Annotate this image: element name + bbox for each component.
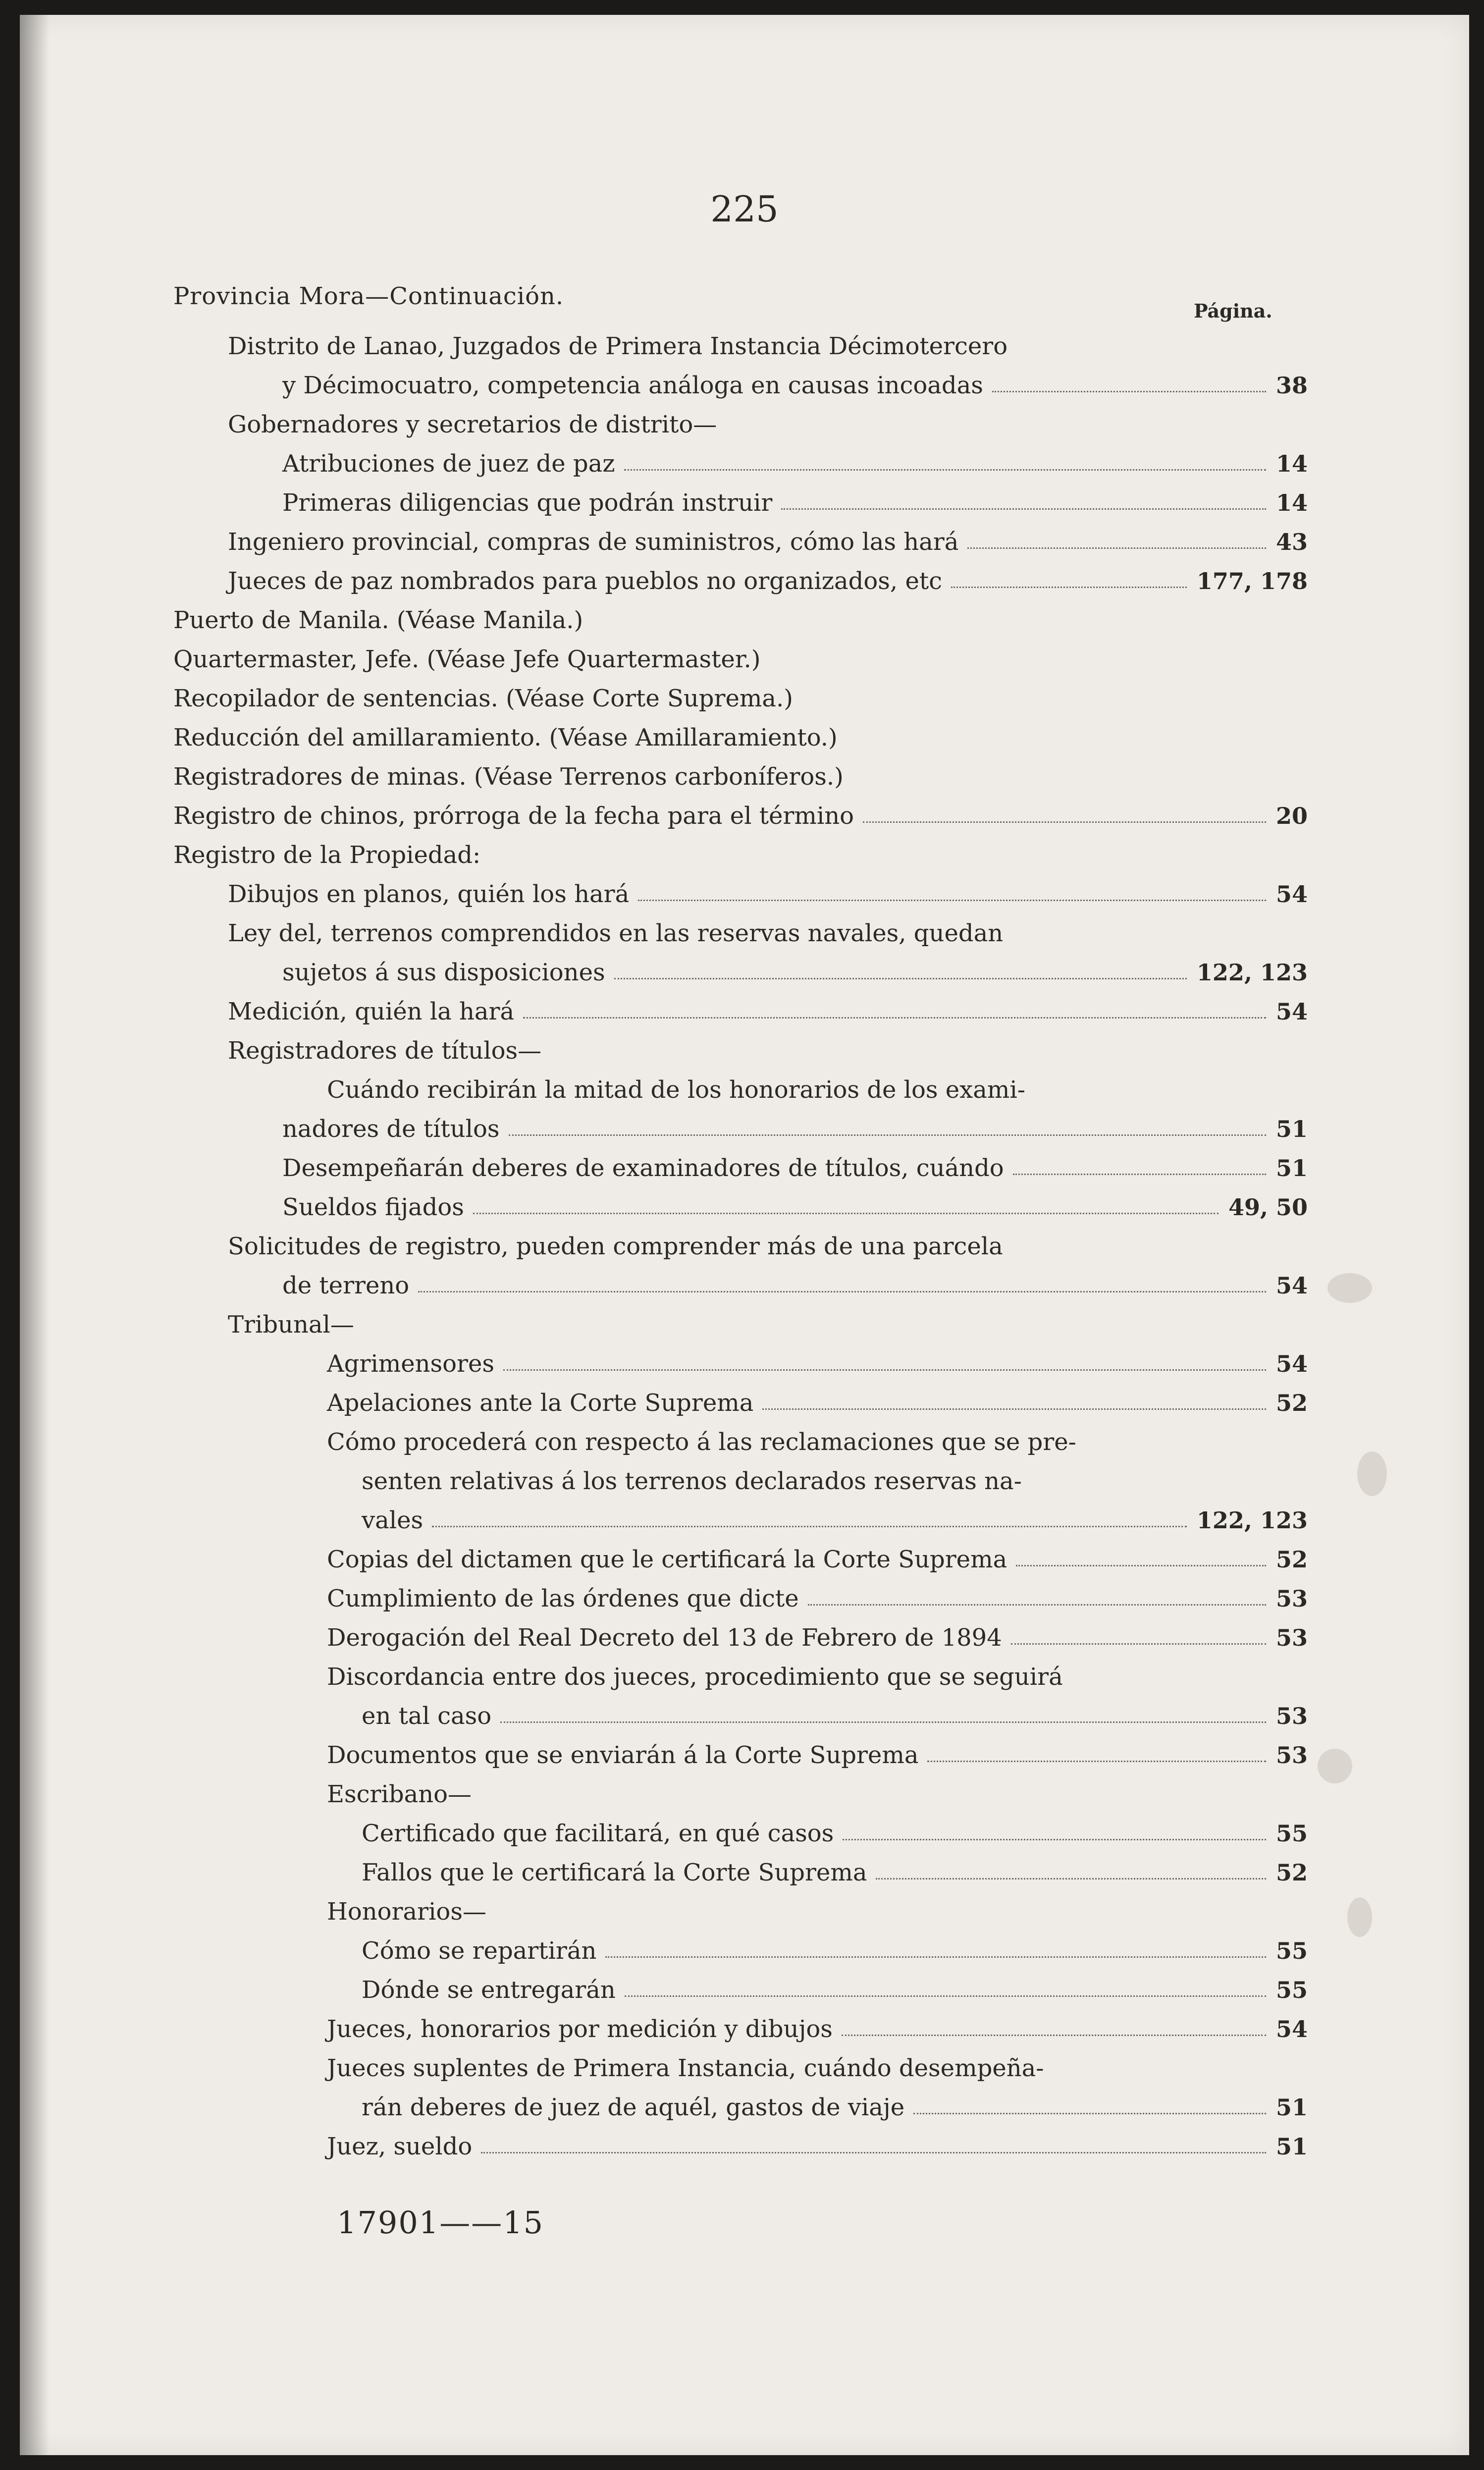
entry-text: Dónde se entregarán bbox=[362, 1976, 616, 2004]
index-entry bbox=[20, 1814, 1469, 1853]
index-entry bbox=[20, 1697, 1469, 1736]
index-entry bbox=[20, 366, 1469, 405]
entry-page-ref: 177, 178 bbox=[1196, 568, 1308, 594]
entry-page-ref: 43 bbox=[1275, 529, 1308, 555]
entry-page-ref: 51 bbox=[1275, 1155, 1308, 1181]
dot-leader bbox=[418, 1291, 1266, 1292]
index-entry bbox=[20, 1031, 1469, 1071]
entry-page-ref: 54 bbox=[1275, 1272, 1308, 1299]
entry-text: Copias del dictamen que le certificará la Corte Suprema bbox=[327, 1546, 1007, 1573]
document-page bbox=[20, 15, 1469, 2455]
index-entry bbox=[20, 2127, 1469, 2166]
index-entry bbox=[20, 679, 1469, 718]
entry-page-ref: 38 bbox=[1275, 372, 1308, 399]
dot-leader bbox=[624, 469, 1266, 471]
entry-text: Tribunal— bbox=[228, 1311, 354, 1339]
entry-text: Quartermaster, Jefe. (Véase Jefe Quartermaster.) bbox=[173, 645, 761, 673]
dot-leader bbox=[638, 900, 1266, 901]
index-entry bbox=[20, 483, 1469, 523]
entry-text: de terreno bbox=[282, 1272, 410, 1299]
entry-text: Certificado que facilitará, en qué casos bbox=[362, 1820, 834, 1847]
entry-text: Recopilador de sentencias. (Véase Corte Suprema.) bbox=[173, 685, 793, 712]
entry-text: Discordancia entre dos jueces, procedimiento que se seguirá bbox=[327, 1663, 1063, 1691]
entry-page-ref: 51 bbox=[1275, 2094, 1308, 2121]
index-entry bbox=[20, 1579, 1469, 1618]
index-entry bbox=[20, 1305, 1469, 1344]
index-entry bbox=[20, 1971, 1469, 2010]
entry-text: Escribano— bbox=[327, 1780, 472, 1808]
dot-leader bbox=[876, 1878, 1266, 1879]
entry-text: Registradores de minas. (Véase Terrenos carboníferos.) bbox=[173, 763, 844, 791]
entry-text: senten relativas á los terrenos declarados reservas na- bbox=[362, 1467, 1022, 1495]
dot-leader bbox=[473, 1213, 1219, 1214]
index-entry bbox=[20, 1540, 1469, 1579]
entry-page-ref: 55 bbox=[1275, 1937, 1308, 1964]
entry-text: Honorarios— bbox=[327, 1898, 486, 1926]
entry-text: en tal caso bbox=[362, 1702, 492, 1730]
entry-page-ref: 55 bbox=[1275, 1820, 1308, 1847]
entry-page-ref: 51 bbox=[1275, 1116, 1308, 1142]
printer-signature-footer: 17901——15 bbox=[337, 2204, 544, 2241]
entry-page-ref: 14 bbox=[1275, 489, 1308, 516]
paper-stain bbox=[1357, 1451, 1387, 1496]
index-entry bbox=[20, 836, 1469, 875]
paper-stain bbox=[1327, 1273, 1372, 1303]
index-entry bbox=[20, 327, 1469, 366]
entry-text: Jueces, honorarios por medición y dibujos bbox=[327, 2015, 833, 2043]
entry-text: Jueces de paz nombrados para pueblos no organizados, etc bbox=[228, 567, 943, 595]
entry-text: Distrito de Lanao, Juzgados de Primera Instancia Décimotercero bbox=[228, 332, 1008, 360]
dot-leader bbox=[992, 391, 1266, 392]
dot-leader bbox=[625, 1995, 1266, 1997]
dot-leader bbox=[481, 2152, 1266, 2153]
index-entry bbox=[20, 718, 1469, 757]
index-entry bbox=[20, 2049, 1469, 2088]
entry-text: Solicitudes de registro, pueden comprender más de una parcela bbox=[228, 1233, 1003, 1260]
entry-text: Agrimensores bbox=[327, 1350, 495, 1378]
entry-page-ref: 53 bbox=[1275, 1703, 1308, 1729]
dot-leader bbox=[808, 1604, 1266, 1606]
index-entry bbox=[20, 1110, 1469, 1149]
entry-text: Primeras diligencias que podrán instruir bbox=[282, 489, 773, 517]
entry-text: vales bbox=[362, 1506, 424, 1534]
dot-leader bbox=[967, 547, 1266, 549]
dot-leader bbox=[781, 508, 1266, 510]
index-entry bbox=[20, 1266, 1469, 1305]
index-entry bbox=[20, 405, 1469, 444]
dot-leader bbox=[927, 1761, 1266, 1762]
dot-leader bbox=[842, 2035, 1266, 2036]
entry-text: Fallos que le certificará la Corte Suprema bbox=[362, 1859, 867, 1886]
paper-stain bbox=[1347, 1897, 1372, 1937]
dot-leader bbox=[863, 821, 1266, 823]
dot-leader bbox=[509, 1134, 1266, 1136]
entry-text: nadores de títulos bbox=[282, 1115, 500, 1143]
index-entries bbox=[20, 327, 1469, 2166]
entry-text: Sueldos fijados bbox=[282, 1193, 464, 1221]
index-entry bbox=[20, 1618, 1469, 1658]
entry-page-ref: 49, 50 bbox=[1228, 1194, 1308, 1221]
entry-text: Registradores de títulos— bbox=[228, 1037, 542, 1065]
index-entry bbox=[20, 1932, 1469, 1971]
entry-page-ref: 54 bbox=[1275, 1350, 1308, 1377]
entry-page-ref: 54 bbox=[1275, 2016, 1308, 2042]
entry-text: Registro de chinos, prórroga de la fecha para el término bbox=[173, 802, 854, 830]
index-entry bbox=[20, 953, 1469, 992]
entry-text: Dibujos en planos, quién los hará bbox=[228, 880, 630, 908]
page-number: 225 bbox=[710, 188, 779, 230]
entry-page-ref: 52 bbox=[1275, 1859, 1308, 1886]
index-entry bbox=[20, 601, 1469, 640]
index-entry bbox=[20, 562, 1469, 601]
dot-leader bbox=[1013, 1174, 1266, 1175]
entry-text: Ingeniero provincial, compras de suministros, cómo las hará bbox=[228, 528, 959, 556]
dot-leader bbox=[605, 1956, 1266, 1958]
entry-page-ref: 54 bbox=[1275, 998, 1308, 1025]
entry-text: Registro de la Propiedad: bbox=[173, 841, 481, 869]
index-entry bbox=[20, 875, 1469, 914]
entry-page-ref: 55 bbox=[1275, 1977, 1308, 2003]
dot-leader bbox=[843, 1839, 1266, 1840]
entry-text: Ley del, terrenos comprendidos en las reservas navales, quedan bbox=[228, 919, 1004, 947]
dot-leader bbox=[503, 1369, 1266, 1371]
entry-text: Jueces suplentes de Primera Instancia, cuándo desempeña- bbox=[327, 2054, 1044, 2082]
index-entry bbox=[20, 914, 1469, 953]
index-entry bbox=[20, 640, 1469, 679]
index-entry bbox=[20, 992, 1469, 1031]
index-entry bbox=[20, 1344, 1469, 1384]
entry-text: Cuándo recibirán la mitad de los honorarios de los exami- bbox=[327, 1076, 1025, 1104]
entry-text: y Décimocuatro, competencia análoga en causas incoadas bbox=[282, 372, 983, 399]
index-entry bbox=[20, 1188, 1469, 1227]
page-column-header: Página. bbox=[1194, 300, 1272, 322]
entry-text: Desempeñarán deberes de examinadores de títulos, cuándo bbox=[282, 1154, 1004, 1182]
index-entry bbox=[20, 1462, 1469, 1501]
entry-text: Reducción del amillaramiento. (Véase Amillaramiento.) bbox=[173, 724, 838, 752]
index-entry bbox=[20, 1892, 1469, 1932]
entry-page-ref: 52 bbox=[1275, 1390, 1308, 1416]
index-entry bbox=[20, 1736, 1469, 1775]
entry-page-ref: 53 bbox=[1275, 1742, 1308, 1769]
dot-leader bbox=[951, 587, 1187, 588]
dot-leader bbox=[913, 2113, 1266, 2114]
paper-stain bbox=[1318, 1749, 1352, 1783]
entry-text: sujetos á sus disposiciones bbox=[282, 959, 605, 986]
index-entry bbox=[20, 523, 1469, 562]
entry-page-ref: 122, 123 bbox=[1196, 959, 1308, 986]
entry-page-ref: 53 bbox=[1275, 1624, 1308, 1651]
entry-page-ref: 53 bbox=[1275, 1585, 1308, 1612]
section-title: Provincia Mora—Continuación. bbox=[173, 282, 564, 310]
index-entry bbox=[20, 2010, 1469, 2049]
entry-page-ref: 52 bbox=[1275, 1546, 1308, 1573]
index-entry bbox=[20, 1658, 1469, 1697]
index-entry bbox=[20, 1149, 1469, 1188]
dot-leader bbox=[523, 1017, 1266, 1019]
dot-leader bbox=[614, 978, 1187, 979]
index-entry bbox=[20, 1071, 1469, 1110]
entry-text: rán deberes de juez de aquél, gastos de viaje bbox=[362, 2094, 905, 2121]
index-entry bbox=[20, 757, 1469, 797]
dot-leader bbox=[762, 1408, 1266, 1410]
index-entry bbox=[20, 1384, 1469, 1423]
entry-text: Juez, sueldo bbox=[327, 2133, 473, 2160]
dot-leader bbox=[432, 1526, 1187, 1527]
entry-text: Puerto de Manila. (Véase Manila.) bbox=[173, 606, 583, 634]
entry-page-ref: 14 bbox=[1275, 450, 1308, 477]
index-entry bbox=[20, 797, 1469, 836]
entry-text: Gobernadores y secretarios de distrito— bbox=[228, 411, 717, 438]
index-entry bbox=[20, 1501, 1469, 1540]
entry-text: Medición, quién la hará bbox=[228, 998, 515, 1025]
entry-text: Cómo procederá con respecto á las reclamaciones que se pre- bbox=[327, 1428, 1076, 1456]
index-entry bbox=[20, 1853, 1469, 1892]
dot-leader bbox=[500, 1721, 1266, 1723]
entry-text: Apelaciones ante la Corte Suprema bbox=[327, 1389, 754, 1417]
index-entry bbox=[20, 1423, 1469, 1462]
entry-page-ref: 54 bbox=[1275, 881, 1308, 908]
index-entry bbox=[20, 1227, 1469, 1266]
entry-text: Atribuciones de juez de paz bbox=[282, 450, 615, 478]
entry-page-ref: 51 bbox=[1275, 2133, 1308, 2160]
entry-page-ref: 20 bbox=[1275, 803, 1308, 829]
entry-text: Cómo se repartirán bbox=[362, 1937, 597, 1965]
entry-text: Cumplimiento de las órdenes que dicte bbox=[327, 1585, 799, 1612]
dot-leader bbox=[1011, 1643, 1266, 1645]
index-entry bbox=[20, 2088, 1469, 2127]
index-entry bbox=[20, 444, 1469, 483]
dot-leader bbox=[1016, 1565, 1266, 1566]
entry-text: Documentos que se enviarán á la Corte Suprema bbox=[327, 1741, 919, 1769]
entry-page-ref: 122, 123 bbox=[1196, 1507, 1308, 1534]
entry-text: Derogación del Real Decreto del 13 de Febrero de 1894 bbox=[327, 1624, 1002, 1652]
index-entry bbox=[20, 1775, 1469, 1814]
